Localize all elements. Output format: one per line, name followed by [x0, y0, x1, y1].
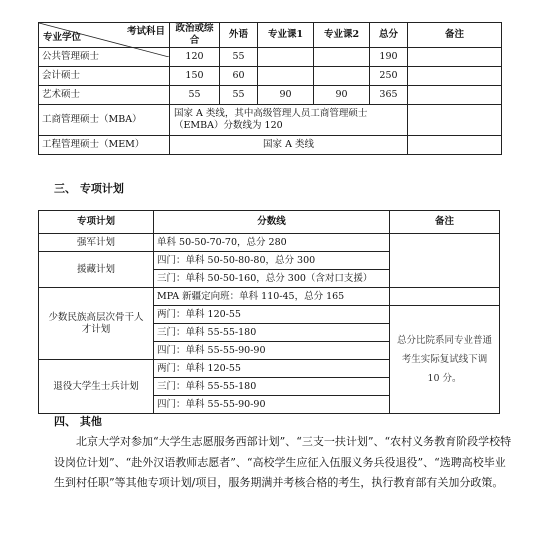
- major1-score: [258, 67, 314, 86]
- plan-name: 强军计划: [39, 234, 154, 252]
- remark-text: 总分比院系同专业普通考生实际复试线下调 10 分。: [390, 306, 500, 414]
- politics-score: 150: [170, 67, 220, 86]
- header-remark: 备注: [408, 23, 502, 48]
- major2-score: 90: [314, 86, 370, 105]
- degree-score-table: [38, 22, 502, 155]
- remark-cell: [390, 288, 500, 306]
- score-line: 单科 50-50-70-70，总分 280: [154, 234, 390, 252]
- score-line: 三门：单科 50-50-160，总分 300（含对口支援）: [154, 270, 390, 288]
- mem-score-text: 国家 A 类线: [170, 136, 408, 155]
- subject-label: 考试科目: [126, 26, 165, 37]
- score-line: 四门：单科 55-55-90-90: [154, 396, 390, 414]
- table-header-row: [39, 211, 500, 234]
- score-line: MPA 新疆定向班：单科 110-45，总分 165: [154, 288, 390, 306]
- foreign-score: 55: [220, 48, 258, 67]
- foreign-score: 55: [220, 86, 258, 105]
- remark-cell: [390, 234, 500, 288]
- degree-name: 公共管理硕士: [39, 48, 170, 67]
- major2-score: [314, 48, 370, 67]
- header-score: 分数线: [154, 211, 390, 234]
- plan-name: 少数民族高层次骨干人才计划: [39, 288, 154, 360]
- section-heading-other: 四、 其他: [54, 415, 102, 428]
- table-row: [39, 67, 502, 86]
- politics-score: 55: [170, 86, 220, 105]
- major1-score: 90: [258, 86, 314, 105]
- diagonal-header-cell: [39, 23, 170, 48]
- degree-name: 工商管理硕士（MBA）: [39, 105, 170, 136]
- header-major1: 专业课1: [258, 23, 314, 48]
- table-row: [39, 86, 502, 105]
- table-header-row: [39, 23, 502, 48]
- remark-cell: [408, 48, 502, 67]
- degree-name: 工程管理硕士（MEM）: [39, 136, 170, 155]
- header-total: 总分: [370, 23, 408, 48]
- remark-cell: [408, 86, 502, 105]
- major2-score: [314, 67, 370, 86]
- major1-score: [258, 48, 314, 67]
- table-row: [39, 136, 502, 155]
- score-line: 三门：单科 55-55-180: [154, 378, 390, 396]
- total-score: 190: [370, 48, 408, 67]
- degree-name: 会计硕士: [39, 67, 170, 86]
- score-line: 两门：单科 120-55: [154, 360, 390, 378]
- header-foreign: 外语: [220, 23, 258, 48]
- total-score: 365: [370, 86, 408, 105]
- table-row: [39, 234, 500, 252]
- score-line: 两门：单科 120-55: [154, 306, 390, 324]
- score-line: 三门：单科 55-55-180: [154, 324, 390, 342]
- header-politics: 政治或综合: [170, 23, 220, 48]
- header-remark: 备注: [390, 211, 500, 234]
- table-row: [39, 105, 502, 136]
- foreign-score: 60: [220, 67, 258, 86]
- score-line: 四门：单科 50-50-80-80，总分 300: [154, 252, 390, 270]
- plan-name: 援藏计划: [39, 252, 154, 288]
- degree-label: 专业学位: [43, 32, 82, 43]
- score-line: 四门：单科 55-55-90-90: [154, 342, 390, 360]
- plan-name: 退役大学生士兵计划: [39, 360, 154, 414]
- degree-name: 艺术硕士: [39, 86, 170, 105]
- header-major2: 专业课2: [314, 23, 370, 48]
- politics-score: 120: [170, 48, 220, 67]
- special-plan-table: [38, 210, 500, 414]
- remark-cell: [408, 67, 502, 86]
- header-plan: 专项计划: [39, 211, 154, 234]
- section-heading-special-plans: 三、 专项计划: [54, 182, 124, 195]
- remark-cell: [408, 136, 502, 155]
- remark-cell: [408, 105, 502, 136]
- total-score: 250: [370, 67, 408, 86]
- other-policy-paragraph: 北京大学对参加“大学生志愿服务西部计划”、“三支一扶计划”、“农村义务教育阶段学校特设岗位计划”、“赴外汉语教师志愿者”、“高校学生应征入伍服义务兵役退役”、“选聘高校毕业生到村任职”等其他专项计划/项目，服务期满并考核合格的考生，执行教育部有关加分政策。: [54, 435, 512, 489]
- mba-score-text: 国家 A 类线，其中高级管理人员工商管理硕士（EMBA）分数线为 120: [170, 105, 408, 136]
- table-row: [39, 288, 500, 306]
